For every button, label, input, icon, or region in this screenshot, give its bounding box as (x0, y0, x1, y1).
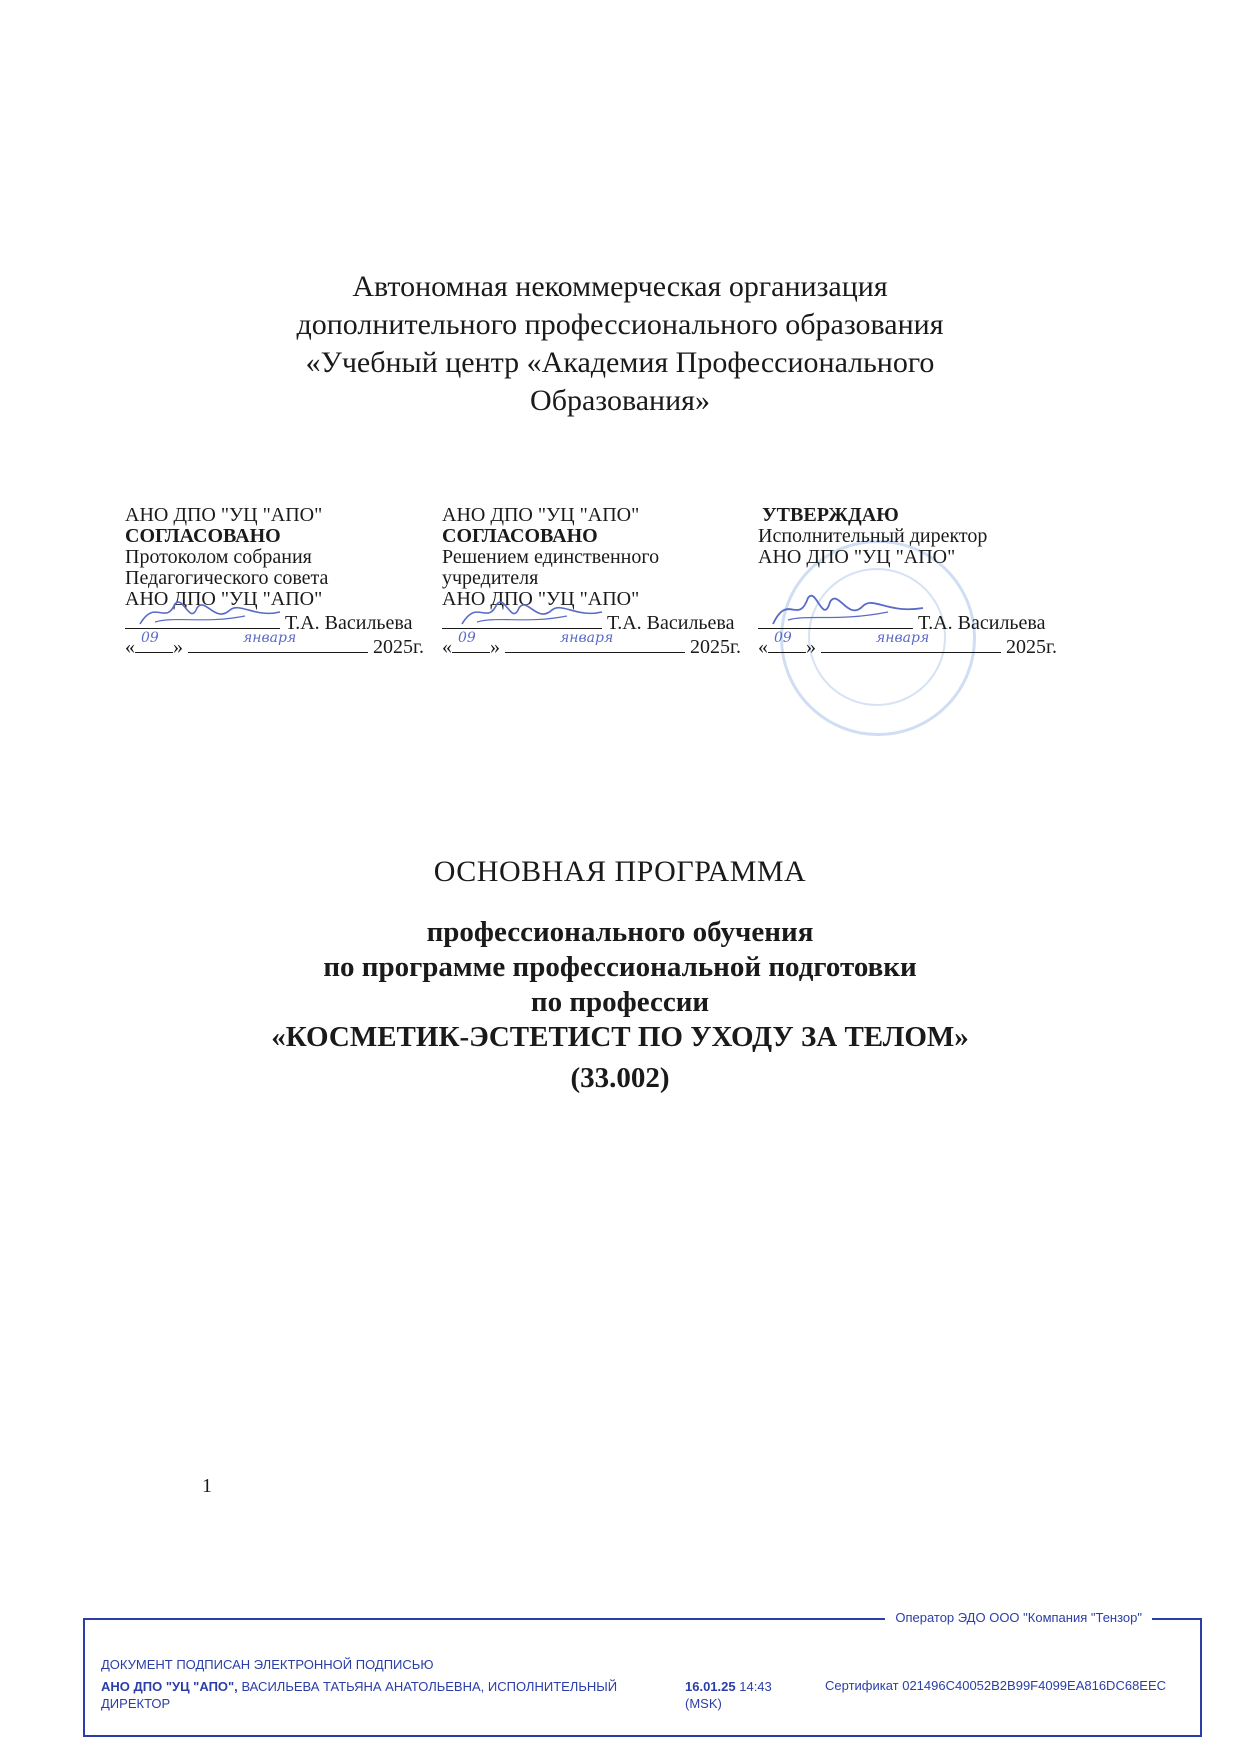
edo-signer (101, 1678, 681, 1712)
date-line: « 09 » января 2025г. (125, 630, 424, 658)
edo-operator: Оператор ЭДО ООО "Компания "Тензор" (885, 1610, 1152, 1625)
program-subtitle (0, 915, 1240, 1096)
date-year: 2025г. (373, 636, 424, 658)
edo-date: 16.01.25 (685, 1679, 736, 1694)
date-month: января (243, 630, 297, 646)
page-number: 1 (202, 1475, 212, 1497)
approval-body-line: Решением единственного (442, 546, 660, 568)
approval-body-line: учредителя (442, 567, 539, 589)
edo-title: ДОКУМЕНТ ПОДПИСАН ЭЛЕКТРОННОЙ ПОДПИСЬЮ (101, 1657, 434, 1672)
org-line: Автономная некоммерческая организация (352, 270, 888, 303)
date-day: 09 (774, 630, 792, 646)
org-line: дополнительного профессионального образования (296, 308, 944, 341)
date-year: 2025г. (1006, 636, 1057, 658)
approval-org: АНО ДПО "УЦ "АПО" (125, 504, 323, 526)
edo-certificate: Сертификат 021496C40052B2B99F4099EA816DC68EEC (825, 1678, 1167, 1693)
date-month: января (876, 630, 930, 646)
signature-scribble-icon (135, 596, 285, 632)
date-year: 2025г. (690, 636, 741, 658)
approval-body-line: АНО ДПО "УЦ "АПО" (442, 588, 640, 610)
program-line: «КОСМЕТИК-ЭСТЕТИСТ ПО УХОДУ ЗА ТЕЛОМ» (271, 1021, 969, 1053)
program-line: по программе профессиональной подготовки (323, 951, 917, 983)
date-line: « 09 » января 2025г. (758, 630, 1057, 658)
program-line: профессионального обучения (426, 916, 814, 948)
edo-time: 14:43 (739, 1679, 772, 1694)
approval-body-line: Исполнительный директор (758, 525, 988, 547)
program-line: (33.002) (570, 1062, 670, 1094)
approval-title: СОГЛАСОВАНО (125, 525, 281, 547)
approval-body-line: Протоколом собрания (125, 546, 312, 568)
approval-body-line: АНО ДПО "УЦ "АПО" (758, 546, 956, 568)
edo-tz: (MSK) (685, 1696, 722, 1711)
edo-signer-org: АНО ДПО "УЦ "АПО", (101, 1679, 238, 1694)
approval-body-line: АНО ДПО "УЦ "АПО" (125, 588, 323, 610)
approval-block-director (758, 505, 1058, 658)
date-line: « 09 » января 2025г. (442, 630, 741, 658)
electronic-signature-block (83, 1610, 1202, 1737)
signature-scribble-icon (457, 596, 607, 632)
signature-scribble-icon (768, 588, 928, 632)
date-day: 09 (458, 630, 476, 646)
approval-org: АНО ДПО "УЦ "АПО" (442, 504, 640, 526)
approval-title: УТВЕРЖДАЮ (762, 504, 899, 526)
signer-name: Т.А. Васильева (607, 612, 735, 634)
organization-header (0, 268, 1240, 420)
approval-block-founder (442, 505, 742, 658)
program-title: ОСНОВНАЯ ПРОГРАММА (433, 855, 807, 888)
approval-block-council (125, 505, 425, 658)
signer-name: Т.А. Васильева (918, 612, 1046, 634)
date-day: 09 (141, 630, 159, 646)
edo-datetime (685, 1678, 815, 1712)
edo-signer-name: ВАСИЛЬЕВА ТАТЬЯНА АНАТОЛЬЕВНА, ИСПОЛНИТЕЛЬНЫЙ ДИРЕКТОР (101, 1679, 618, 1711)
approval-body-line: Педагогического совета (125, 567, 329, 589)
signer-name: Т.А. Васильева (285, 612, 413, 634)
date-month: января (560, 630, 614, 646)
approval-title: СОГЛАСОВАНО (442, 525, 598, 547)
org-line: Образования» (530, 384, 710, 417)
program-line: по профессии (530, 986, 710, 1018)
org-line: «Учебный центр «Академия Профессионального (305, 346, 935, 379)
